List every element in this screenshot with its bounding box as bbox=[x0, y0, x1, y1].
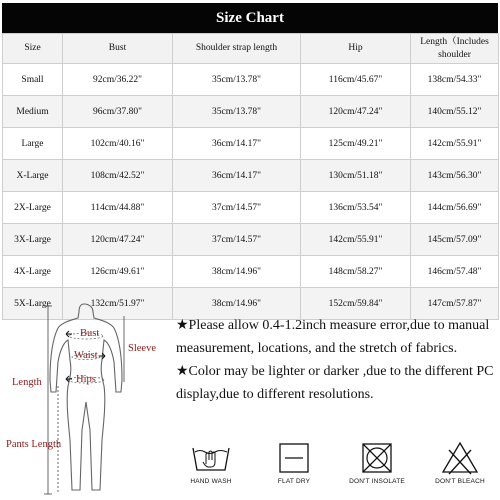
bust-arrow bbox=[66, 331, 72, 337]
table-row bbox=[3, 160, 499, 192]
dont-bleach-label: DON'T BLEACH bbox=[435, 478, 485, 485]
cell-length: 138cm/54.33" bbox=[411, 64, 499, 96]
hand-wash-icon bbox=[189, 440, 233, 476]
waist-label: Waist bbox=[74, 350, 98, 361]
bust-label: Bust bbox=[80, 328, 100, 339]
size-chart-title: Size Chart bbox=[2, 3, 498, 33]
cell-length: 144cm/56.69" bbox=[411, 192, 499, 224]
care-instructions bbox=[170, 440, 500, 500]
pants-length-label: Pants Length bbox=[6, 439, 62, 450]
flat-dry-label: FLAT DRY bbox=[277, 478, 311, 485]
cell-shoulder-strap: 36cm/14.17" bbox=[173, 128, 301, 160]
cell-hip: 142cm/55.91" bbox=[301, 224, 411, 256]
cell-shoulder-strap: 38cm/14.96" bbox=[173, 288, 301, 320]
dont-insolate-label: DON'T INSOLATE bbox=[349, 478, 405, 485]
size-chart-table bbox=[2, 33, 499, 320]
header-shoulder-strap: Shoulder strap length bbox=[173, 34, 301, 64]
cell-hip: 125cm/49.21" bbox=[301, 128, 411, 160]
cell-length: 140cm/55.12" bbox=[411, 96, 499, 128]
cell-bust: 92cm/36.22" bbox=[63, 64, 173, 96]
cell-size: 5X-Large bbox=[3, 288, 63, 320]
cell-shoulder-strap: 35cm/13.78" bbox=[173, 96, 301, 128]
measurement-figure bbox=[0, 300, 168, 500]
cell-size: Medium bbox=[3, 96, 63, 128]
cell-length: 146cm/57.48" bbox=[411, 256, 499, 288]
cell-bust: 120cm/47.24" bbox=[63, 224, 173, 256]
cell-bust: 102cm/40.16" bbox=[63, 128, 173, 160]
cell-size: Small bbox=[3, 64, 63, 96]
table-row bbox=[3, 128, 499, 160]
cell-length: 145cm/57.09" bbox=[411, 224, 499, 256]
care-dont-insolate bbox=[341, 440, 413, 500]
care-hand-wash bbox=[175, 440, 247, 500]
cell-shoulder-strap: 37cm/14.57" bbox=[173, 224, 301, 256]
cell-hip: 116cm/45.67" bbox=[301, 64, 411, 96]
cell-bust: 108cm/42.52" bbox=[63, 160, 173, 192]
care-flat-dry bbox=[258, 440, 330, 500]
flat-dry-icon bbox=[272, 440, 316, 476]
cell-hip: 136cm/53.54" bbox=[301, 192, 411, 224]
table-row bbox=[3, 256, 499, 288]
cell-length: 147cm/57.87" bbox=[411, 288, 499, 320]
dont-bleach-icon bbox=[438, 440, 482, 476]
sleeve-label: Sleeve bbox=[128, 343, 156, 354]
header-length bbox=[411, 34, 499, 64]
cell-size: 3X-Large bbox=[3, 224, 63, 256]
cell-size: Large bbox=[3, 128, 63, 160]
table-row bbox=[3, 96, 499, 128]
header-size: Size bbox=[3, 34, 63, 64]
header-bust: Bust bbox=[63, 34, 173, 64]
table-row bbox=[3, 192, 499, 224]
cell-shoulder-strap: 35cm/13.78" bbox=[173, 64, 301, 96]
cell-shoulder-strap: 37cm/14.57" bbox=[173, 192, 301, 224]
cell-shoulder-strap: 38cm/14.96" bbox=[173, 256, 301, 288]
length-label: Length bbox=[12, 377, 42, 388]
measure-error-note: ★Please allow 0.4-1.2inch measure error,due to manual measurement, locations, and the stretch of fabrics. bbox=[176, 318, 490, 356]
cell-hip: 152cm/59.84" bbox=[301, 288, 411, 320]
header-length-line1: Length（Includes bbox=[420, 36, 489, 47]
table-header-row bbox=[3, 34, 499, 64]
care-dont-bleach bbox=[424, 440, 496, 500]
cell-bust: 132cm/51.97" bbox=[63, 288, 173, 320]
header-length-line2: shoulder bbox=[438, 49, 471, 60]
table-row bbox=[3, 64, 499, 96]
cell-hip: 120cm/47.24" bbox=[301, 96, 411, 128]
color-difference-note: ★Color may be lighter or darker ,due to the different PC display,due to different resolutions. bbox=[176, 364, 494, 402]
cell-length: 142cm/55.91" bbox=[411, 128, 499, 160]
hips-label: Hips bbox=[76, 374, 96, 385]
notes-block bbox=[176, 314, 496, 406]
cell-hip: 148cm/58.27" bbox=[301, 256, 411, 288]
cell-size: 4X-Large bbox=[3, 256, 63, 288]
header-hip: Hip bbox=[301, 34, 411, 64]
cell-size: 2X-Large bbox=[3, 192, 63, 224]
cell-bust: 114cm/44.88" bbox=[63, 192, 173, 224]
cell-size: X-Large bbox=[3, 160, 63, 192]
hand-wash-label: HAND WASH bbox=[190, 478, 232, 485]
cell-bust: 126cm/49.61" bbox=[63, 256, 173, 288]
cell-hip: 130cm/51.18" bbox=[301, 160, 411, 192]
cell-length: 143cm/56.30" bbox=[411, 160, 499, 192]
cell-shoulder-strap: 36cm/14.17" bbox=[173, 160, 301, 192]
dont-insolate-icon bbox=[355, 440, 399, 476]
table-row bbox=[3, 224, 499, 256]
cell-bust: 96cm/37.80" bbox=[63, 96, 173, 128]
